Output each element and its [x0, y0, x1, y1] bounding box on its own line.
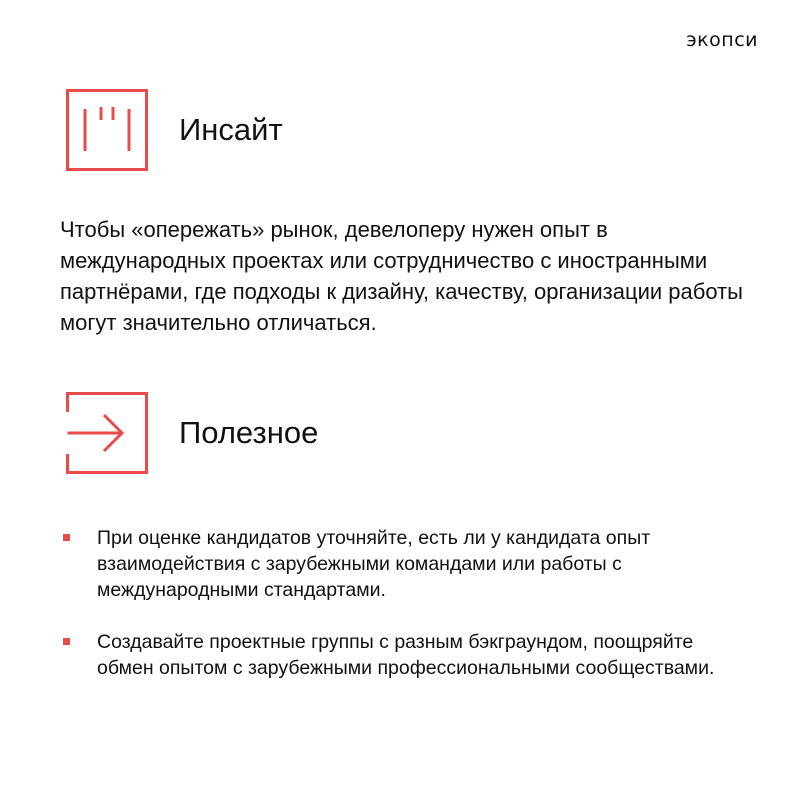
useful-title: Полезное — [179, 415, 319, 450]
arrow-right-icon — [66, 392, 148, 474]
brand-logo: экопси — [686, 29, 758, 51]
list-item — [60, 629, 750, 681]
bullet-square-icon — [63, 638, 70, 645]
insight-title: Инсайт — [179, 112, 283, 147]
quote-marks-icon — [66, 89, 148, 171]
tips-list — [60, 525, 750, 707]
tip-text: Создавайте проектные группы с разным бэкграундом, поощряйте обмен опытом с зарубежными профессиональными сообществами. — [97, 631, 715, 679]
insight-text: Чтобы «опережать» рынок, девелоперу нужен опыт в международных проектах или сотрудничество с иностранными партнёрами, где подходы к дизайну, качеству, организации работы могут значительно отличаться. — [60, 217, 743, 335]
bullet-square-icon — [63, 534, 70, 541]
tip-text: При оценке кандидатов уточняйте, есть ли у кандидата опыт взаимодействия с зарубежными командами или работы с международными стандартами. — [97, 527, 651, 601]
list-item — [60, 525, 750, 603]
